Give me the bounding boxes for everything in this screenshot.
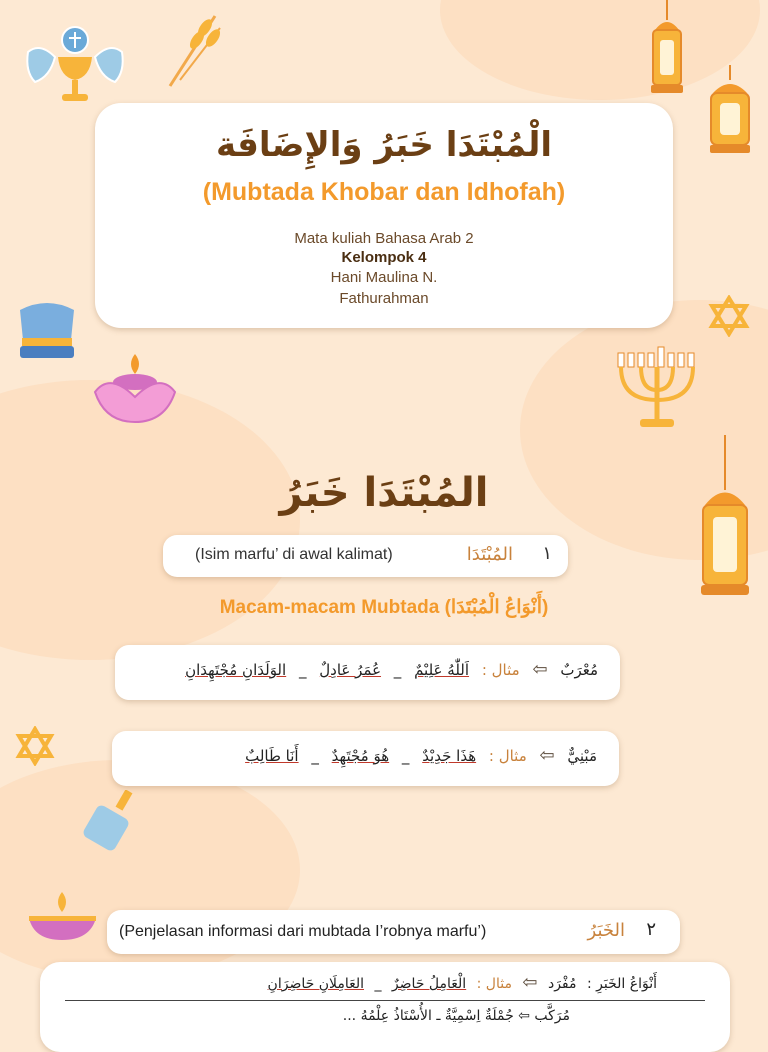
khabar-types-row — [265, 972, 660, 993]
example-item: عُمَرُ عَادِلٌ — [319, 661, 382, 679]
example-card-mabni — [112, 731, 619, 786]
hat-icon — [14, 298, 80, 363]
mubtada-definition-text: (Isim marfu’ di awal kalimat) — [195, 546, 393, 563]
example-row — [181, 659, 602, 680]
example-item: هُوَ مُجْتَهِدٌ — [331, 747, 390, 765]
khabar-type: مُفْرَد — [547, 976, 577, 992]
mithal-label: مثال : — [476, 976, 512, 992]
example-item: أَنَا طَالِبٌ — [245, 747, 299, 765]
divider — [65, 1000, 705, 1001]
item-number: ١ — [542, 543, 552, 564]
example-item: هَذَا جَدِيْدٌ — [422, 747, 477, 765]
item-number: ٢ — [646, 919, 656, 940]
khabar-types-label: أَنْوَاعُ الخَبَرِ : — [586, 976, 657, 992]
macam-mubtada-heading: Macam-macam Mubtada (أَنْوَاعُ الْمُبْتَدَا) — [219, 597, 549, 618]
separator: _ — [374, 976, 382, 992]
khabar-term: الخَبَرُ — [587, 920, 625, 941]
example-term: مُعْرَبٌ — [560, 661, 598, 679]
star-of-david-icon — [708, 295, 750, 337]
example-term: مَبْنِيٌّ — [567, 747, 597, 765]
title-card — [95, 103, 673, 328]
example-row — [241, 745, 601, 766]
separator: _ — [401, 747, 410, 765]
star-of-david-icon — [15, 726, 55, 766]
example-item: اَللّٰهُ عَلِيْمٌ — [414, 661, 470, 679]
lantern-icon — [645, 0, 690, 100]
mithal-label: مثال : — [481, 661, 520, 679]
arrow-icon: ⇦ — [522, 972, 538, 993]
example-item: الْعَامِلُ حَاضِرٌ — [391, 976, 467, 992]
khabar-definition-card — [107, 910, 680, 954]
diya-lamp-icon — [25, 890, 100, 945]
group-name: Kelompok 4 — [341, 249, 427, 266]
mubtada-definition-card — [163, 535, 568, 577]
course-name: Mata kuliah Bahasa Arab 2 — [294, 230, 474, 247]
member-2: Fathurahman — [339, 290, 429, 307]
separator: _ — [393, 661, 402, 679]
section-heading: المُبْتَدَا خَبَرُ — [279, 470, 489, 516]
example-item: العَامِلَانِ حَاضِرَانِ — [267, 976, 365, 992]
diya-lamp-icon — [85, 352, 185, 427]
title-arabic: الْمُبْتَدَا خَبَرُ وَالإِضَافَة — [215, 125, 553, 165]
khabar-types-row-2: مُرَكَّب ⇦ جُمْلَةٌ اِسْمِيَّةٌ ـ الأُسْتَاذُ عِلْمُهُ ... — [342, 1008, 570, 1024]
separator: _ — [311, 747, 319, 765]
khabar-types-card — [40, 962, 730, 1052]
separator: _ — [298, 661, 307, 679]
arrow-icon: ⇦ — [532, 659, 548, 680]
lantern-icon — [695, 435, 755, 600]
chalice-doves-icon — [20, 22, 130, 107]
mithal-label: مثال : — [488, 747, 527, 765]
example-card-murab — [115, 645, 620, 700]
khabar-definition-text: (Penjelasan informasi dari mubtada I’robnya marfu’) — [119, 923, 487, 940]
arrow-icon: ⇦ — [539, 745, 555, 766]
dreidel-icon — [80, 790, 140, 860]
member-1: Hani Maulina N. — [330, 269, 438, 286]
lantern-icon — [705, 65, 755, 160]
title-latin: (Mubtada Khobar dan Idhofah) — [202, 178, 566, 206]
mubtada-term: المُبْتَدَا — [466, 544, 513, 565]
wheat-icon — [165, 8, 225, 88]
example-item: الوَلَدَانِ مُجْتَهِدَانِ — [185, 661, 287, 679]
menorah-icon — [612, 345, 702, 430]
